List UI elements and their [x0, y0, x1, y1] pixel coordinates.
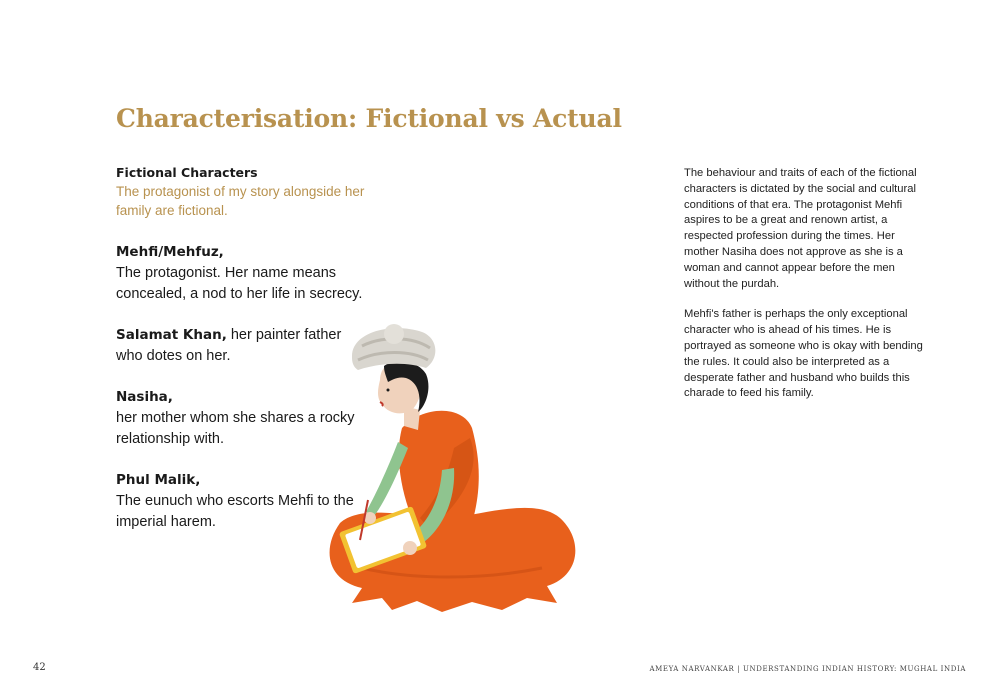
lips	[380, 402, 383, 406]
painter-girl-illustration	[322, 318, 584, 618]
character-description: The eunuch who escorts Mehfi to the imperial harem.	[116, 493, 354, 530]
character-description: her painter father who dotes on her.	[116, 327, 342, 364]
right-hand	[403, 541, 417, 555]
analysis-column	[684, 166, 924, 417]
section-subtitle: The protagonist of my story alongside her family are fictional.	[116, 184, 365, 218]
character-name: Phul Malik,	[116, 472, 201, 488]
section-heading: Fictional Characters	[116, 165, 258, 180]
turban	[352, 324, 435, 370]
footer-credit: AMEYA NARVANKAR | UNDERSTANDING INDIAN HISTORY: MUGHAL INDIA	[649, 665, 966, 673]
character-description: The protagonist. Her name means concealed, a nod to her life in secrecy.	[116, 265, 363, 302]
character-name: Salamat Khan,	[116, 327, 227, 343]
character-name: Mehfi/Mehfuz,	[116, 244, 224, 260]
page-number: 42	[33, 662, 46, 673]
character-name: Nasiha,	[116, 389, 173, 405]
analysis-paragraph: The behaviour and traits of each of the fictional characters is dictated by the social and cultural conditions of that era. The protagonist Mehfi aspires to be a great and renown artist, a respected profession during the times. Her mother Nasiha does not approve as she is a woman and cannot appear before the men without the purdah.	[684, 167, 917, 290]
character-mehfi	[116, 242, 366, 305]
eye	[387, 389, 390, 392]
analysis-paragraph: Mehfi's father is perhaps the only exceptional character who is ahead of his times. He is portrayed as someone who is okay with bending the rules. It could also be interpreted as a desperate father and husband who builds this charade to feed his family.	[684, 308, 923, 400]
page-title: Characterisation: Fictional vs Actual	[116, 104, 622, 133]
character-description: her mother whom she shares a rocky relationship with.	[116, 410, 355, 447]
